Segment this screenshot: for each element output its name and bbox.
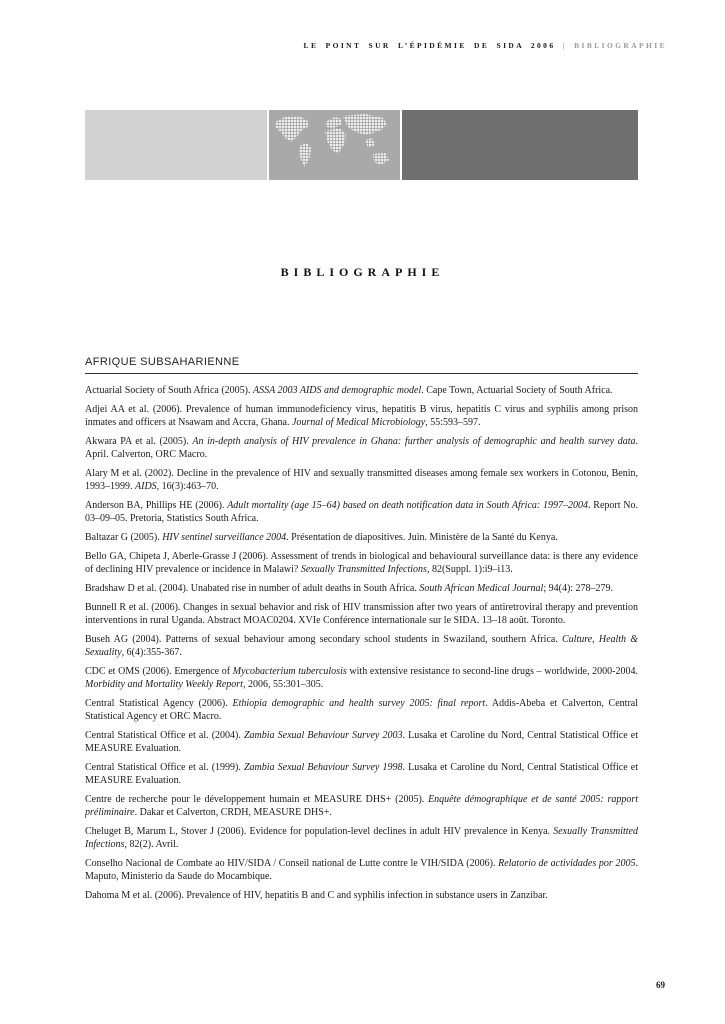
reference-text: Buseh AG (2004). Patterns of sexual behaviour among secondary school students in Swaziland, southern Africa. — [85, 634, 562, 645]
running-header-separator: | — [562, 41, 567, 50]
reference-entry — [85, 467, 638, 493]
reference-entry — [85, 384, 638, 397]
reference-title-italic: South African Medical Journal — [419, 583, 544, 594]
band-block-light — [85, 110, 267, 180]
reference-entry — [85, 582, 638, 595]
reference-text: Anderson BA, Phillips HE (2006). — [85, 500, 228, 511]
world-map-pixel-grid — [269, 110, 400, 180]
reference-text: . Cape Town, Actuarial Society of South Africa. — [421, 385, 613, 396]
reference-text: . Maputo, Ministerio da Saude do Mocambique. — [85, 858, 638, 882]
reference-title-italic: Morbidity and Mortality Weekly Report — [85, 679, 243, 690]
reference-text: Cheluget B, Marum L, Stover J (2006). Evidence for population-level declines in adult HIV prevalence in Kenya. — [85, 826, 554, 837]
reference-title-italic: Enquête démographique et de santé 2005: rapport préliminaire — [85, 794, 639, 818]
reference-text: Bradshaw D et al. (2004). Unabated rise in number of adult deaths in South Africa. — [85, 583, 420, 594]
section-rule — [85, 373, 638, 374]
reference-entry — [85, 550, 638, 576]
reference-text: CDC et OMS (2006). Emergence of — [85, 666, 233, 677]
decorative-band — [85, 110, 638, 180]
section-heading: AFRIQUE SUBSAHARIENNE — [85, 356, 240, 368]
reference-title-italic: Sexually Transmitted Infections — [300, 564, 427, 575]
running-header-section: BIBLIOGRAPHIE — [574, 41, 667, 50]
reference-text: . Report No. 03–09–05. Pretoria, Statistics South Africa. — [85, 500, 638, 524]
references-list — [85, 384, 638, 908]
reference-text: Akwara PA et al. (2005). — [85, 436, 193, 447]
reference-title-italic: Zambia Sexual Behaviour Survey 2003 — [243, 730, 403, 741]
reference-text: Alary M et al. (2002). Decline in the prevalence of HIV and sexually transmitted diseases among female sex workers in Cotonou, Benin, 1993–1999. — [85, 468, 638, 492]
reference-text: . Dakar et Calverton, CRDH, MEASURE DHS+. — [134, 807, 332, 818]
reference-text: Dahoma M et al. (2006). Prevalence of HIV, hepatitis B and C and syphilis infection in substance users in Zanzibar. — [85, 890, 548, 901]
reference-title-italic: Relatorio de actividades por 2005 — [498, 858, 636, 869]
reference-title-italic: HIV sentinel surveillance 2004 — [162, 532, 287, 543]
running-header-report-title: LE POINT SUR L’ÉPIDÉMIE DE SIDA 2006 — [303, 41, 556, 50]
reference-text: ; 94(4): 278–279. — [543, 583, 614, 594]
reference-text: . Addis-Abeba et Calverton, Central Statistical Agency et ORC Macro. — [85, 698, 638, 722]
reference-title-italic: Culture, Health & Sexuality — [85, 634, 638, 658]
reference-entry — [85, 499, 638, 525]
reference-text: Baltazar G (2005). — [85, 532, 163, 543]
reference-title-italic: Zambia Sexual Behaviour Survey 1998 — [243, 762, 403, 773]
reference-entry — [85, 729, 638, 755]
reference-entry — [85, 435, 638, 461]
reference-text: Central Statistical Agency (2006). — [85, 698, 233, 709]
reference-text: Actuarial Society of South Africa (2005). — [85, 385, 254, 396]
reference-entry — [85, 665, 638, 691]
reference-text: Adjei AA et al. (2006). Prevalence of human immunodeficiency virus, hepatitis B virus, hepatitis C virus and syphilis among prison inmates and officers at Nsawam and Accra, Ghana. — [85, 404, 638, 428]
reference-entry — [85, 601, 638, 627]
reference-text: , 16(3):463–70. — [156, 481, 219, 492]
reference-title-italic: Ethiopia demographic and health survey 2005: final report — [232, 698, 486, 709]
reference-text: , 82(2). Avril. — [124, 839, 179, 850]
reference-title-italic: Journal of Medical Microbiology — [291, 417, 426, 428]
reference-text: , 2006, 55:301–305. — [242, 679, 324, 690]
reference-text: Bello GA, Chipeta J, Aberle-Grasse J (2006). Assessment of trends in biological and behavioural surveillance data: is there any evidence of declining HIV prevalence or incidence in Malawi? — [85, 551, 638, 575]
reference-entry — [85, 697, 638, 723]
reference-text: with extensive resistance to second-line drugs – worldwide, 2000-2004. — [346, 666, 638, 677]
page-number: 69 — [656, 980, 665, 990]
reference-entry — [85, 825, 638, 851]
reference-text: . Lusaka et Caroline du Nord, Central Statistical Office et MEASURE Evaluation. — [85, 730, 638, 754]
reference-entry — [85, 793, 638, 819]
band-block-dark — [402, 110, 638, 180]
world-map-image — [269, 110, 400, 180]
reference-entry — [85, 633, 638, 659]
reference-text: , 82(Suppl. 1):i9–i13. — [426, 564, 513, 575]
reference-entry — [85, 403, 638, 429]
running-header — [304, 41, 667, 50]
reference-text: Centre de recherche pour le développement humain et MEASURE DHS+ (2005). — [85, 794, 429, 805]
reference-title-italic: AIDS — [135, 481, 157, 492]
reference-text: Central Statistical Office et al. (2004). — [85, 730, 244, 741]
reference-title-italic: Sexually Transmitted Infections — [85, 826, 638, 850]
reference-entry — [85, 761, 638, 787]
reference-entry — [85, 889, 638, 902]
section-header — [85, 356, 638, 374]
reference-entry — [85, 531, 638, 544]
reference-text: , 55:593–597. — [425, 417, 481, 428]
reference-title-italic: An in-depth analysis of HIV prevalence in Ghana: further analysis of demographic and health survey data — [192, 436, 636, 447]
reference-text: . Lusaka et Caroline du Nord, Central Statistical Office et MEASURE Evaluation. — [85, 762, 638, 786]
reference-text: Bunnell R et al. (2006). Changes in sexual behavior and risk of HIV transmission after two years of antiretroviral therapy and prevention interventions in rural Uganda. Abstract MOAC0204. XVIe Conférence internationale sur le SIDA. 13–18 août. Toronto. — [85, 602, 638, 626]
reference-title-italic: Mycobacterium tuberculosis — [232, 666, 347, 677]
reference-text: . April. Calverton, ORC Macro. — [85, 436, 638, 460]
reference-title-italic: ASSA 2003 AIDS and demographic model — [253, 385, 422, 396]
reference-title-italic: Adult mortality (age 15–64) based on death notification data in South Africa: 1997–2004 — [227, 500, 588, 511]
page-title: BIBLIOGRAPHIE — [280, 265, 445, 279]
reference-text: . Présentation de diapositives. Juin. Ministère de la Santé du Kenya. — [286, 532, 558, 543]
reference-text: Conselho Nacional de Combate ao HIV/SIDA / Conseil national de Lutte contre le VIH/SIDA (2006). — [85, 858, 499, 869]
reference-entry — [85, 857, 638, 883]
reference-text: Central Statistical Office et al. (1999). — [85, 762, 244, 773]
reference-text: , 6(4):355-367. — [121, 647, 182, 658]
